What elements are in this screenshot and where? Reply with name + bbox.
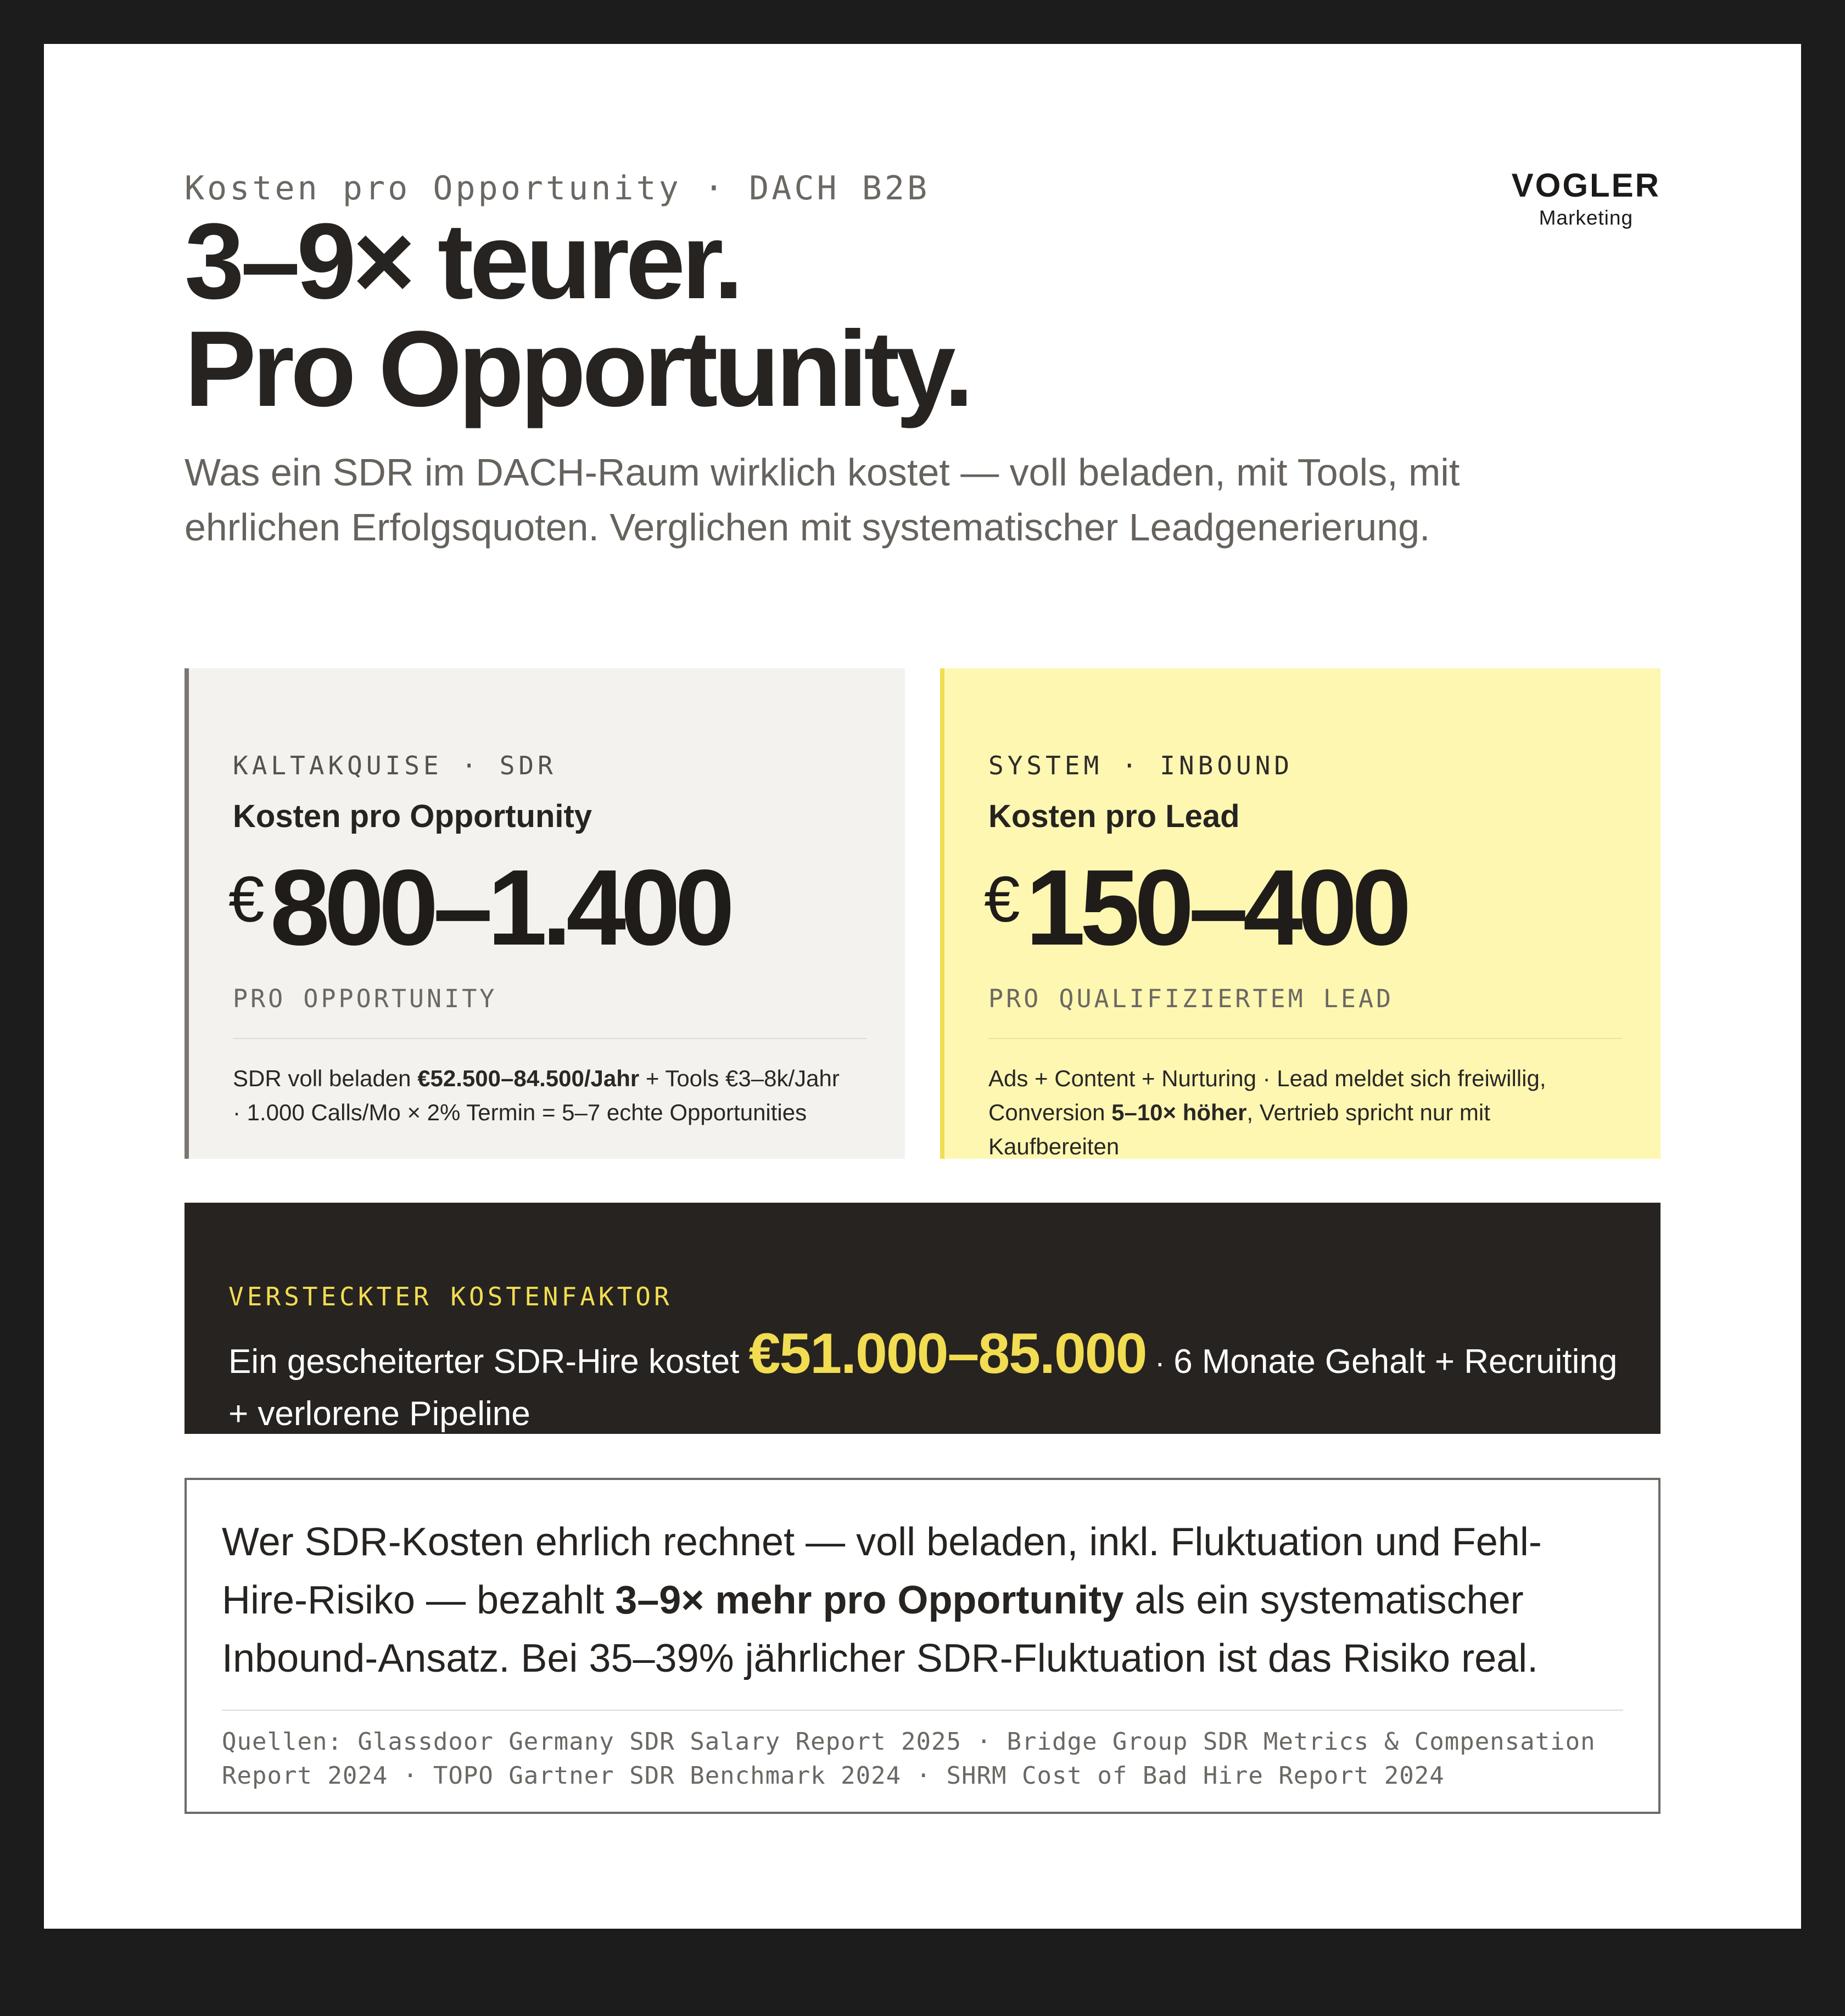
note-text: Ads + Content + Nurturing · Lead meldet sich freiwillig, Conversion <box>988 1065 1546 1125</box>
inbound-cost-value <box>984 847 1406 968</box>
inbound-panel-note <box>988 1062 1609 1164</box>
summary-tail: als ein systematischer Inbound-Ansatz. Bei 35–39% jährlicher SDR-Fluktuation ist das Risiko real. <box>222 1578 1539 1680</box>
separator: · <box>1146 1345 1174 1380</box>
inbound-panel-eyebrow: SYSTEM · INBOUND <box>988 751 1294 780</box>
hidden-cost-lead: Ein gescheiterter SDR-Hire kostet <box>228 1343 749 1381</box>
hidden-cost-detail: 6 Monate Gehalt + Recruiting + verlorene Pipeline <box>228 1343 1618 1433</box>
sdr-cost-unit: PRO OPPORTUNITY <box>233 984 497 1013</box>
euro-sign: € <box>228 863 265 936</box>
note-emphasis: 5–10× höher <box>1111 1099 1247 1125</box>
note-emphasis: €52.500–84.500/Jahr <box>417 1065 640 1091</box>
sdr-cost-panel <box>185 668 905 1159</box>
page-headline <box>185 201 970 429</box>
logo-name: VOGLER <box>1511 167 1661 204</box>
brand-logo <box>1512 169 1661 230</box>
divider <box>988 1038 1622 1039</box>
hidden-cost-banner <box>185 1203 1661 1434</box>
headline-line-1: 3–9× teurer. <box>185 201 740 321</box>
summary-lead: Wer SDR-Kosten ehrlich rechnet — voll beladen, inkl. Fluktuation und Fehl-Hire-Risiko — bezahlt <box>222 1520 1542 1622</box>
summary-box <box>185 1478 1661 1814</box>
logo-subtitle: Marketing <box>1539 206 1634 229</box>
inbound-cost-panel <box>940 668 1661 1159</box>
page-eyebrow: Kosten pro Opportunity · DACH B2B <box>185 169 930 208</box>
divider <box>233 1038 866 1039</box>
sdr-cost-range: 800–1.400 <box>270 847 730 968</box>
note-text: + Tools €3–8k/Jahr · 1.000 Calls/Mo × 2% Termin = 5–7 echte Opportunities <box>233 1065 840 1125</box>
divider <box>222 1710 1623 1711</box>
sdr-panel-note <box>233 1062 853 1130</box>
inbound-cost-range: 150–400 <box>1025 847 1406 968</box>
headline-line-2: Pro Opportunity. <box>185 309 970 429</box>
hidden-cost-eyebrow: VERSTECKTER KOSTENFAKTOR <box>228 1282 673 1311</box>
sdr-panel-eyebrow: KALTAKQUISE · SDR <box>233 751 557 780</box>
inbound-panel-title: Kosten pro Lead <box>988 798 1240 834</box>
infographic-card <box>44 44 1801 1929</box>
sdr-panel-title: Kosten pro Opportunity <box>233 798 592 834</box>
inbound-cost-unit: PRO QUALIFIZIERTEM LEAD <box>988 984 1394 1013</box>
note-text: , Vertrieb spricht nur mit Kaufbereiten <box>988 1099 1490 1159</box>
euro-sign: € <box>984 863 1020 936</box>
summary-text <box>222 1513 1617 1688</box>
sources-note: Quellen: Glassdoor Germany SDR Salary Report 2025 · Bridge Group SDR Metrics & Compensation Report 2024 · TOPO Gartner SDR Benchmark 2024 · SHRM Cost of Bad Hire Report 2024 <box>222 1728 1596 1790</box>
hidden-cost-text <box>228 1322 1634 1440</box>
hidden-cost-highlight: €51.000–85.000 <box>748 1322 1147 1386</box>
lede-paragraph: Was ein SDR im DACH-Raum wirklich kostet — voll beladen, mit Tools, mit ehrlichen Erfolgsquoten. Verglichen mit systematischer Leadgenerierung. <box>185 451 1460 549</box>
note-text: SDR voll beladen <box>233 1065 418 1091</box>
summary-emphasis: 3–9× mehr pro Opportunity <box>615 1578 1124 1622</box>
sdr-cost-value <box>228 847 730 968</box>
